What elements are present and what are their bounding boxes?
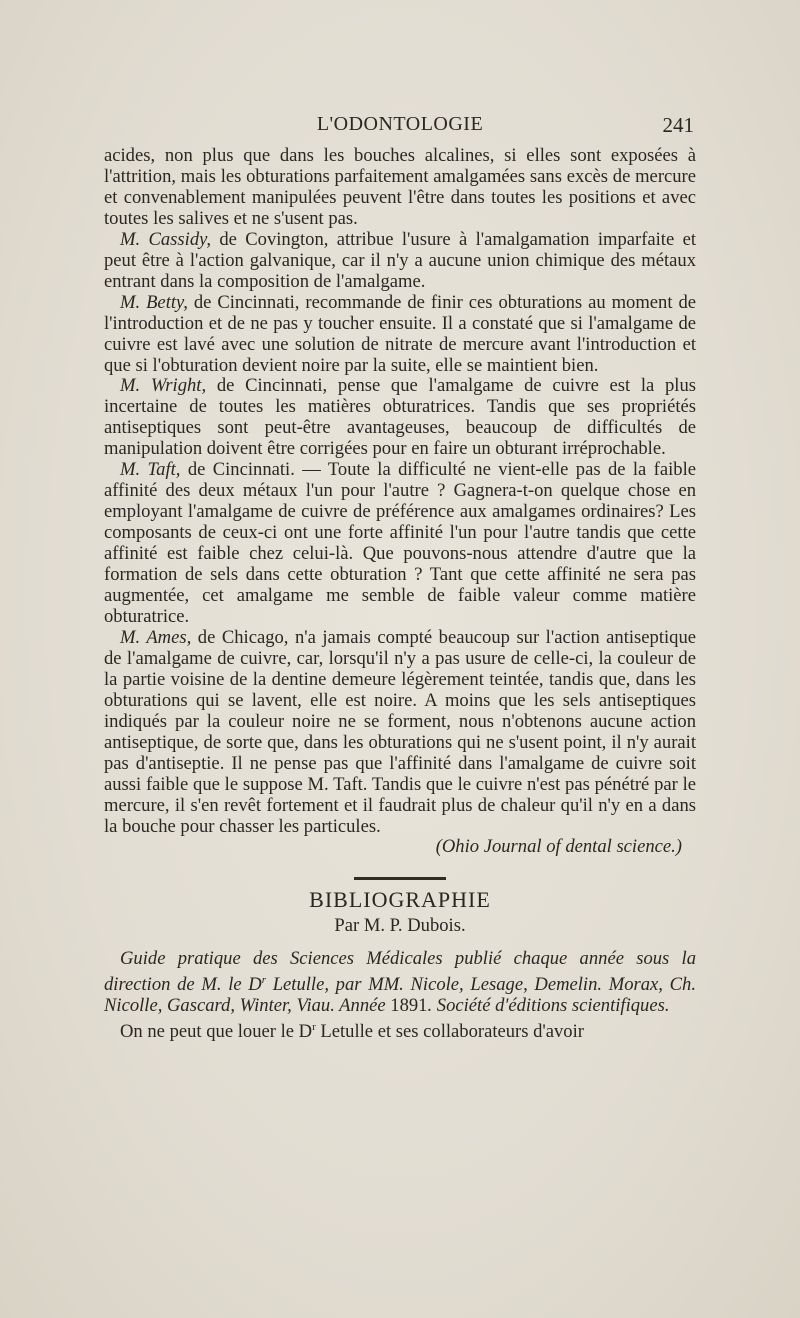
section-title: BIBLIOGRAPHIE: [309, 887, 491, 913]
body-text: [104, 146, 696, 1043]
paragraph-text: de Cincinnati. — Toute la difficulté ne vient-elle pas de la faible affinité des deux métaux l'un pour l'autre ? Gagnera-t-on quelque chose en employant l'amalgame de cuivre de préférence aux amalgames ordinaires? Les composants de ceux-ci ont une forte affinité l'un pour l'autre tandis que cette affinité est faible chez celui-là. Que pouvons-nous attendre d'autre que la formation de sels dans cette obturation ? Tant que cette affinité ne sera pas augmentée, cet amalgame me semble de faible valeur comme matière obturatrice.: [104, 459, 697, 627]
speaker-name: M. Betty,: [120, 291, 188, 313]
book-reference-authors: Letulle, par MM. Nicole, Lesage, Demelin. Morax, Ch. Nicolle, Gascard, Winter, Viau. Année: [104, 974, 696, 1017]
paragraph: [104, 293, 696, 377]
running-header: [104, 113, 696, 143]
paragraph-text: de Cincinnati, pense que l'amalgame de cuivre est la plus incertaine de toutes les matières obturatrices. Tandis que ses propriétés antiseptiques sont peut-être avantageuses, beaucoup de difficultés de manipulation doivent être corrigées pour en faire un obturant irréprochable.: [104, 375, 696, 460]
speaker-name: M. Cassidy,: [120, 228, 211, 250]
paragraph-text: de Chicago, n'a jamais compté beaucoup sur l'action antiseptique de l'amalgame de cuivre, car, lorsqu'il n'y a pas usure de celle-ci, la couleur de la partie voisine de la dentine demeure légèrement teintée, tandis que, dans les obturations qui se lavent, elle est noire. A moins que les sels antiseptiques indiqués par la couleur noire ne se forment, nous n'obtenons aucune action antiseptique, de sorte que, dans les obturations qui ne s'usent point, il n'y aurait pas d'antiseptie. Il ne pense pas que l'affinité dans l'amalgame de cuivre soit aussi faible que le suppose M. Taft. Tandis que le cuivre n'est pas pénétré par le mercure, il s'en revêt fortement et il faudrait plus de chaleur qu'il n'y en a dans la bouche pour chasser les particules.: [104, 626, 696, 837]
section-divider: [354, 877, 446, 880]
superscript: r: [261, 974, 267, 987]
source-citation: (Ohio Journal of dental science.): [435, 836, 682, 858]
paragraph: [104, 460, 696, 628]
paragraph-text: de Covington, attribue l'usure à l'amalgamation imparfaite et peut être à l'action galvanique, car il n'y a aucune union chimique des métaux entrant dans la composition de l'amalgame.: [104, 228, 696, 292]
paragraph: acides, non plus que dans les bouches alcalines, si elles sont exposées à l'attrition, mais les obturations parfaitement amalgamées sans excès de mercure et convenablement manipulées peuvent l'être dans toutes les positions et avec toutes les salives et ne s'usent pas.: [104, 145, 696, 229]
running-title: L'ODONTOLOGIE: [316, 113, 484, 135]
paragraph-text: de Cincinnati, recommande de finir ces obturations au moment de l'introduction et de ne pas y toucher ensuite. Il a constaté que si l'amalgame de cuivre est lavé avec une solution de nitrate de mercure avant l'introduction et que si l'obturation devient noire par la suite, elle se maintient bien.: [104, 291, 696, 376]
superscript: r: [312, 1021, 316, 1034]
paragraph: [104, 230, 696, 293]
page-number: 241: [662, 113, 694, 137]
book-publisher: . Société d'éditions scientifiques.: [427, 995, 670, 1017]
book-reference-text: Guide pratique des Sciences Médicales publié chaque année sous la direction de M. le D: [104, 948, 696, 996]
paragraph: [104, 628, 696, 838]
paragraph: [104, 376, 696, 460]
speaker-name: M. Taft,: [120, 459, 181, 481]
section-byline: Par M. P. Dubois.: [334, 915, 466, 937]
book-reference: [104, 949, 696, 1017]
speaker-name: M. Wright,: [120, 375, 207, 397]
review-text-continued: Letulle et ses collaborateurs d'avoir: [315, 1021, 584, 1043]
review-text: On ne peut que louer le D: [120, 1021, 313, 1043]
review-paragraph: [104, 1017, 696, 1043]
speaker-name: M. Ames,: [120, 626, 192, 648]
book-year: 1891: [390, 995, 428, 1017]
